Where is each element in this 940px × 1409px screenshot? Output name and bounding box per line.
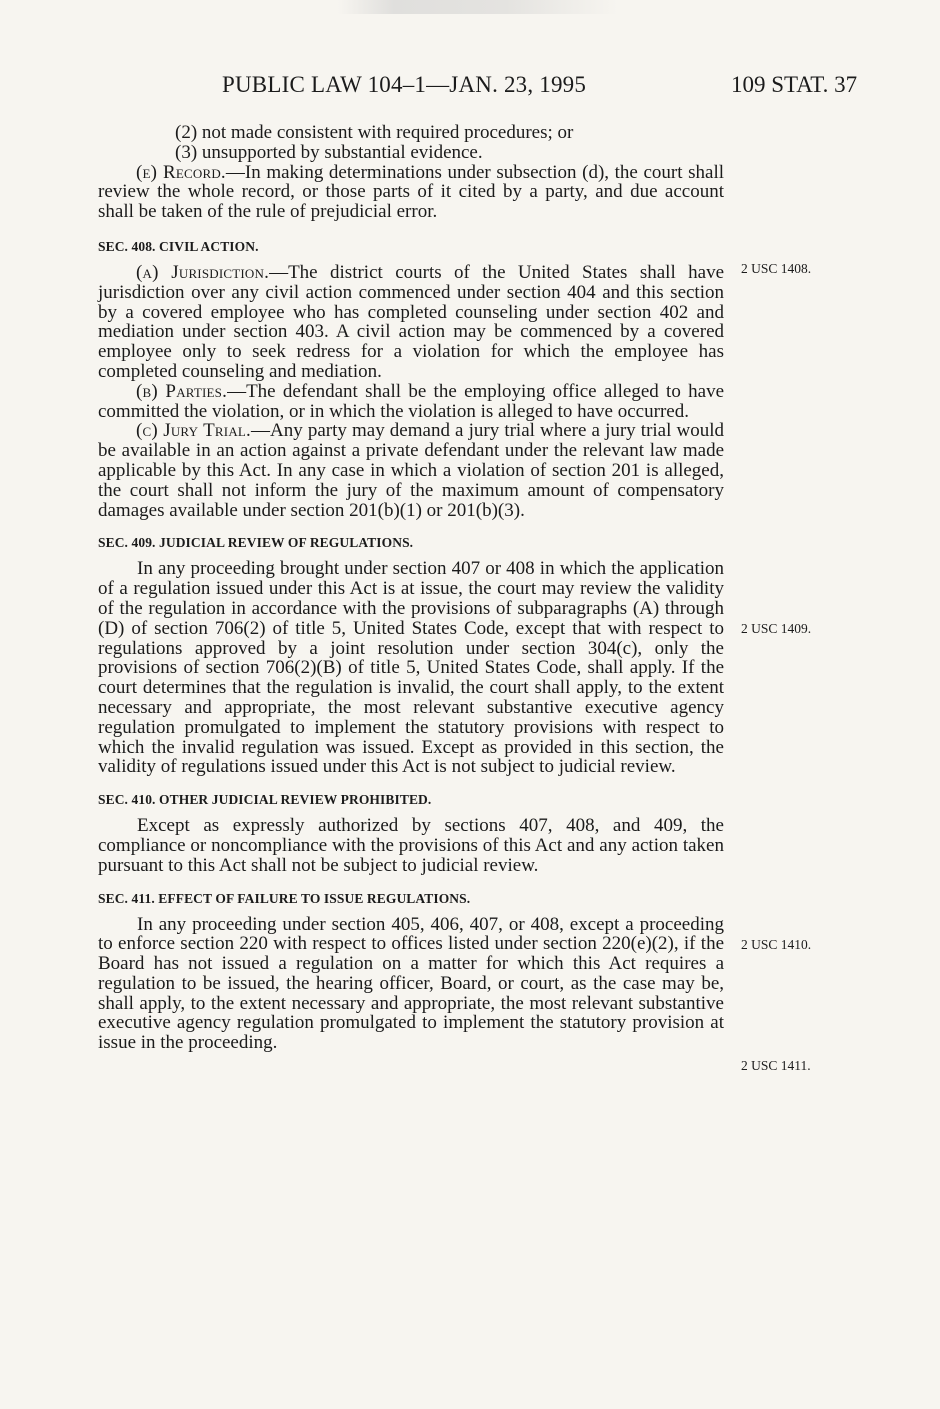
scan-artifact bbox=[338, 0, 618, 14]
paragraph-item-2: (2) not made consistent with required procedures; or bbox=[175, 122, 574, 143]
running-header-citation: PUBLIC LAW 104–1—JAN. 23, 1995 bbox=[222, 72, 587, 97]
margin-note-sec409: 2 USC 1409. bbox=[741, 621, 812, 636]
running-header-stat-ref: 109 STAT. 37 bbox=[731, 72, 858, 97]
margin-note-sec408: 2 USC 1408. bbox=[741, 261, 812, 276]
paragraph-parties bbox=[98, 382, 724, 422]
subsection-label-parties: (b) Parties. bbox=[136, 380, 228, 402]
paragraph-record bbox=[98, 163, 724, 222]
subsection-label-jurisdiction: (a) Jurisdiction. bbox=[136, 261, 270, 283]
subsection-text-record: —In making determinations under subsection (d), the court shall review the whole record, or those parts of it cited by a party, and due account shall be taken of the rule of prejudicial error. bbox=[98, 161, 724, 223]
margin-note-sec411: 2 USC 1411. bbox=[741, 1058, 811, 1073]
section-heading-410: SEC. 410. OTHER JUDICIAL REVIEW PROHIBITED. bbox=[98, 792, 432, 808]
margin-note-sec410: 2 USC 1410. bbox=[741, 937, 812, 952]
paragraph-jurisdiction bbox=[98, 263, 724, 382]
paragraph-item-3: (3) unsupported by substantial evidence. bbox=[175, 141, 483, 163]
section-heading-411: SEC. 411. EFFECT OF FAILURE TO ISSUE REGULATIONS. bbox=[98, 890, 471, 906]
subsection-text-parties: —The defendant shall be the employing office alleged to have committed the violation, or in which the violation is alleged to have occurred. bbox=[98, 380, 725, 422]
paragraph-sec411: In any proceeding under section 405, 406, 407, or 408, except a proceeding to enforce section 220 with respect to offices listed under section 220(e)(2), if the Board has not issued a regulation on a matter for which this Act requires a regulation to be issued, the hearing officer, Board, or court, as the case may be, shall apply, to the extent necessary and appropriate, the most relevant substantive executive agency regulation promulgated to implement the statutory provision at issue in the proceeding. bbox=[98, 913, 724, 1054]
subsection-label-jury-trial: (c) Jury Trial. bbox=[136, 420, 252, 442]
subsection-text-jurisdiction: —The district courts of the United States shall have jurisdiction over any civil action commenced under section 404 and this section by a covered employee who has completed counseling under section 402 and mediation under section 403. A civil action may be commenced by a covered employee only to seek redress for a violation for which the employee has completed counseling and mediation. bbox=[98, 261, 724, 382]
paragraph-sec410: Except as expressly authorized by sections 407, 408, and 409, the compliance or noncompliance with the provisions of this Act and any action taken pursuant to this Act shall not be subject to judicial review. bbox=[98, 815, 724, 876]
paragraph-sec409: In any proceeding brought under section 407 or 408 in which the application of a regulation issued under this Act is at issue, the court may review the validity of the regulation in accordance with the provisions of subparagraphs (A) through (D) of section 706(2) of title 5, United States Code, except that with respect to regulations approved by a joint resolution under section 304(c), only the provisions of section 706(2)(B) of title 5, United States Code, shall apply. If the court determines that the regulation is invalid, the court shall apply, to the extent necessary and appropriate, the most relevant substantive executive agency regulation promulgated to implement the statutory provisions with respect to which the invalid regulation was issued. Except as provided in this section, the validity of regulations issued under this Act is not subject to judicial review. bbox=[98, 558, 724, 778]
subsection-label-record: (e) Record. bbox=[136, 161, 226, 183]
statute-body bbox=[98, 123, 724, 1053]
section-heading-409: SEC. 409. JUDICIAL REVIEW OF REGULATIONS. bbox=[98, 535, 414, 551]
section-heading-408: SEC. 408. CIVIL ACTION. bbox=[98, 238, 259, 254]
paragraph-jury-trial bbox=[98, 421, 724, 520]
subsection-text-jury-trial: —Any party may demand a jury trial where a jury trial would be available in an action against a private defendant under the relevant law made applicable by this Act. In any case in which a violation of section 201 is alleged, the court shall not inform the jury of the maximum amount of compensatory damages available under section 201(b)(1) or 201(b)(3). bbox=[98, 420, 724, 521]
